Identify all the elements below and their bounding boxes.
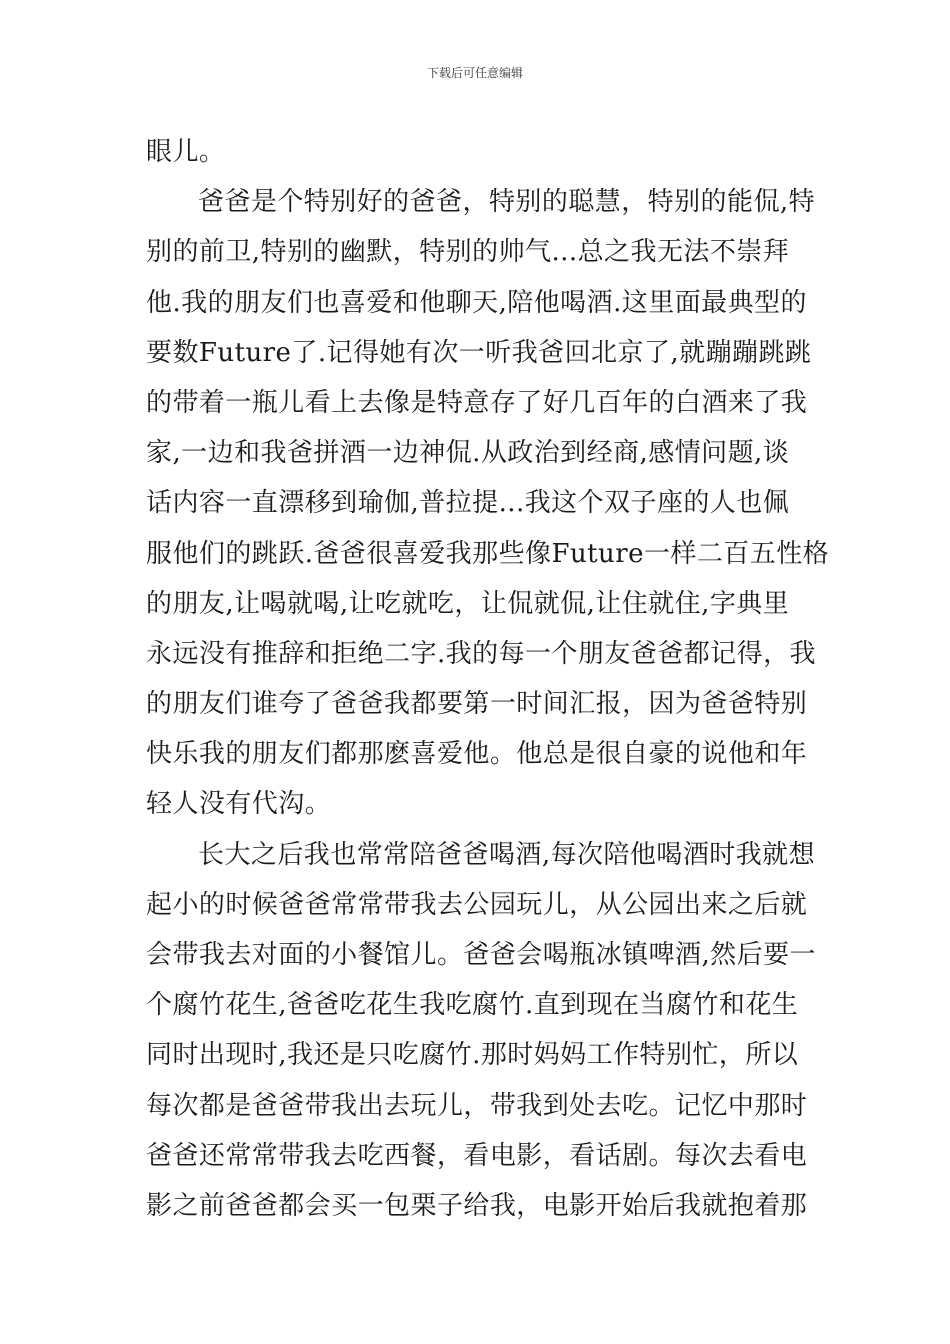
document-body bbox=[146, 127, 830, 1231]
text-line: 别的前卫,特别的幽默，特别的帅气...总之我无法不崇拜 bbox=[146, 237, 790, 268]
text-line: 个腐竹花生,爸爸吃花生我吃腐竹.直到现在当腐竹和花生 bbox=[146, 990, 799, 1021]
text-line: 每次都是爸爸带我出去玩儿，带我到处去吃。记忆中那时 bbox=[146, 1090, 808, 1121]
text-line: 会带我去对面的小餐馆儿。爸爸会喝瓶冰镇啤酒,然后要一 bbox=[146, 940, 816, 970]
text-line: 轻人没有代沟。 bbox=[146, 789, 332, 820]
text-line: 要数Future了.记得她有次一听我爸回北京了,就蹦蹦跳跳 bbox=[146, 337, 812, 368]
text-line: 家,一边和我爸拼酒一边神侃.从政治到经商,感情问题,谈 bbox=[146, 438, 790, 469]
page-header: 下载后可任意编辑 bbox=[426, 66, 523, 80]
text-line: 起小的时候爸爸常常带我去公园玩儿，从公园出来之后就 bbox=[146, 889, 808, 920]
paragraph-first-line: 爸爸是个特别好的爸爸，特别的聪慧，特别的能侃,特 bbox=[198, 187, 816, 218]
text-line: 快乐我的朋友们都那麽喜爱他。他总是很自豪的说他和年 bbox=[146, 739, 808, 770]
text-line: 的带着一瓶儿看上去像是特意存了好几百年的白酒来了我 bbox=[146, 387, 808, 418]
text-line: 的朋友们谁夸了爸爸我都要第一时间汇报，因为爸爸特别 bbox=[146, 689, 808, 720]
text-line: 眼儿。 bbox=[146, 137, 226, 167]
text-line: 影之前爸爸都会买一包栗子给我，电影开始后我就抱着那 bbox=[146, 1190, 808, 1221]
paragraph-first-line: 长大之后我也常常陪爸爸喝酒,每次陪他喝酒时我就想 bbox=[198, 839, 816, 870]
text-line: 他.我的朋友们也喜爱和他聊天,陪他喝酒.这里面最典型的 bbox=[146, 287, 807, 318]
text-line: 爸爸还常常带我去吃西餐，看电影，看话剧。每次去看电 bbox=[146, 1140, 808, 1171]
text-line: 服他们的跳跃.爸爸很喜爱我那些像Future一样二百五性格 bbox=[146, 538, 830, 569]
text-line: 话内容一直漂移到瑜伽,普拉提...我这个双子座的人也佩 bbox=[146, 488, 790, 519]
text-line: 的朋友,让喝就喝,让吃就吃，让侃就侃,让住就住,字典里 bbox=[146, 588, 790, 619]
text-line: 永远没有推辞和拒绝二字.我的每一个朋友爸爸都记得，我 bbox=[146, 638, 816, 669]
text-line: 同时出现时,我还是只吃腐竹.那时妈妈工作特别忙，所以 bbox=[146, 1040, 799, 1071]
